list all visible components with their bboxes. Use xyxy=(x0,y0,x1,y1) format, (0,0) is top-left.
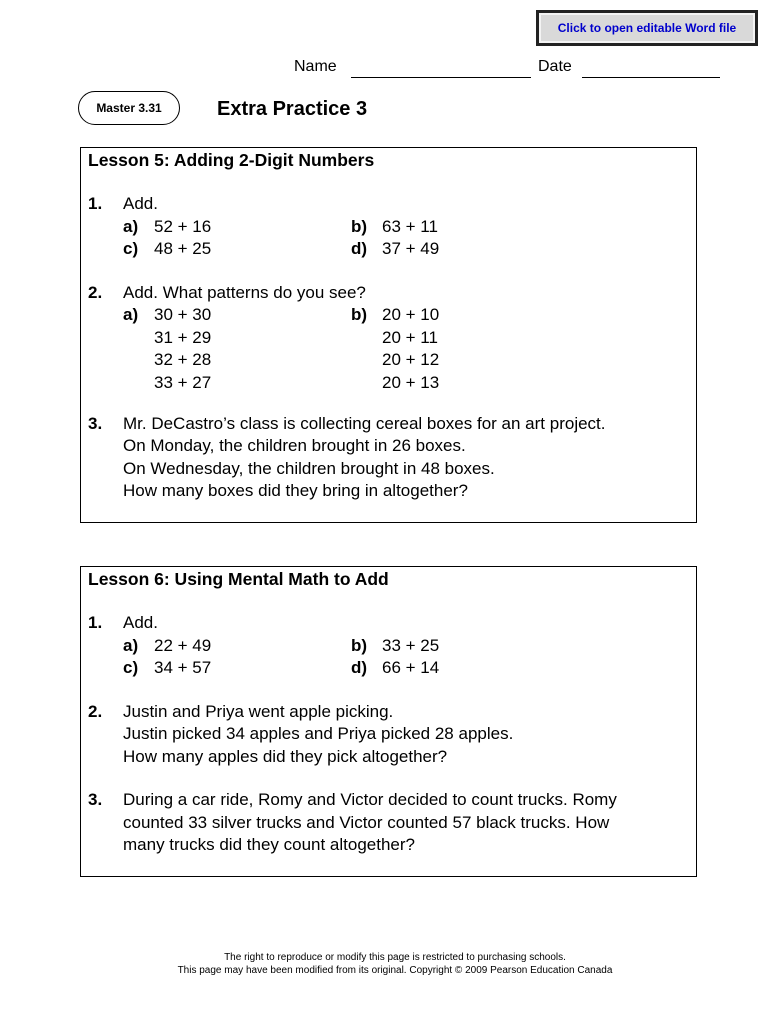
expression: 22 + 49 xyxy=(154,636,212,655)
part-label: a) xyxy=(123,305,139,324)
part-label: c) xyxy=(123,239,139,258)
question-number: 3. xyxy=(88,414,103,433)
lesson6-heading: Lesson 6: Using Mental Math to Add xyxy=(88,569,389,589)
date-blank-line xyxy=(582,77,720,78)
expression: 31 + 29 xyxy=(154,328,212,347)
part-label: b) xyxy=(351,217,368,236)
lesson5-box xyxy=(80,147,697,523)
question-prompt: Add. xyxy=(123,194,158,213)
expression: 48 + 25 xyxy=(154,239,212,258)
expression: 34 + 57 xyxy=(154,658,212,677)
expression: 66 + 14 xyxy=(382,658,440,677)
open-word-file-label: Click to open editable Word file xyxy=(557,21,737,35)
part-label: b) xyxy=(351,636,368,655)
question-text-line: On Wednesday, the children brought in 48 boxes. xyxy=(123,459,495,478)
expression: 30 + 30 xyxy=(154,305,212,324)
expression: 20 + 12 xyxy=(382,350,440,369)
part-label: b) xyxy=(351,305,368,324)
expression: 37 + 49 xyxy=(382,239,440,258)
part-label: d) xyxy=(351,658,368,677)
question-number: 1. xyxy=(88,613,103,632)
question-text-line: Mr. DeCastro’s class is collecting cereal boxes for an art project. xyxy=(123,414,606,433)
date-label: Date xyxy=(538,58,572,75)
question-text-line: On Monday, the children brought in 26 boxes. xyxy=(123,436,466,455)
lesson5-heading: Lesson 5: Adding 2-Digit Numbers xyxy=(88,150,375,170)
expression: 63 + 11 xyxy=(382,217,438,236)
lesson6-box xyxy=(80,566,697,877)
question-text-line: During a car ride, Romy and Victor decided to count trucks. Romy xyxy=(123,790,617,809)
question-text-line: Justin and Priya went apple picking. xyxy=(123,702,394,721)
open-word-file-button[interactable] xyxy=(536,10,758,46)
expression: 20 + 13 xyxy=(382,373,440,392)
question-number: 2. xyxy=(88,283,103,302)
question-text-line: How many apples did they pick altogether? xyxy=(123,747,448,766)
part-label: a) xyxy=(123,636,139,655)
footer-copyright-line: This page may have been modified from its original. Copyright © 2009 Pearson Education Canada xyxy=(177,965,613,976)
master-badge-text: Master 3.31 xyxy=(96,101,162,115)
question-prompt: Add. What patterns do you see? xyxy=(123,283,366,302)
expression: 20 + 10 xyxy=(382,305,440,324)
part-label: c) xyxy=(123,658,139,677)
master-badge xyxy=(78,91,180,125)
part-label: d) xyxy=(351,239,368,258)
expression: 52 + 16 xyxy=(154,217,212,236)
question-number: 3. xyxy=(88,790,103,809)
question-text-line: How many boxes did they bring in altogether? xyxy=(123,481,468,500)
question-text-line: counted 33 silver trucks and Victor counted 57 black trucks. How xyxy=(123,813,610,832)
expression: 33 + 27 xyxy=(154,373,212,392)
name-blank-line xyxy=(351,77,531,78)
expression: 32 + 28 xyxy=(154,350,212,369)
footer-rights-line: The right to reproduce or modify this page is restricted to purchasing schools. xyxy=(224,952,566,963)
page-title: Extra Practice 3 xyxy=(217,98,368,120)
question-number: 2. xyxy=(88,702,103,721)
question-text-line: many trucks did they count altogether? xyxy=(123,835,415,854)
expression: 33 + 25 xyxy=(382,636,440,655)
question-text-line: Justin picked 34 apples and Priya picked 28 apples. xyxy=(123,724,514,743)
name-label: Name xyxy=(294,58,337,75)
part-label: a) xyxy=(123,217,139,236)
question-prompt: Add. xyxy=(123,613,158,632)
expression: 20 + 11 xyxy=(382,328,438,347)
question-number: 1. xyxy=(88,194,103,213)
